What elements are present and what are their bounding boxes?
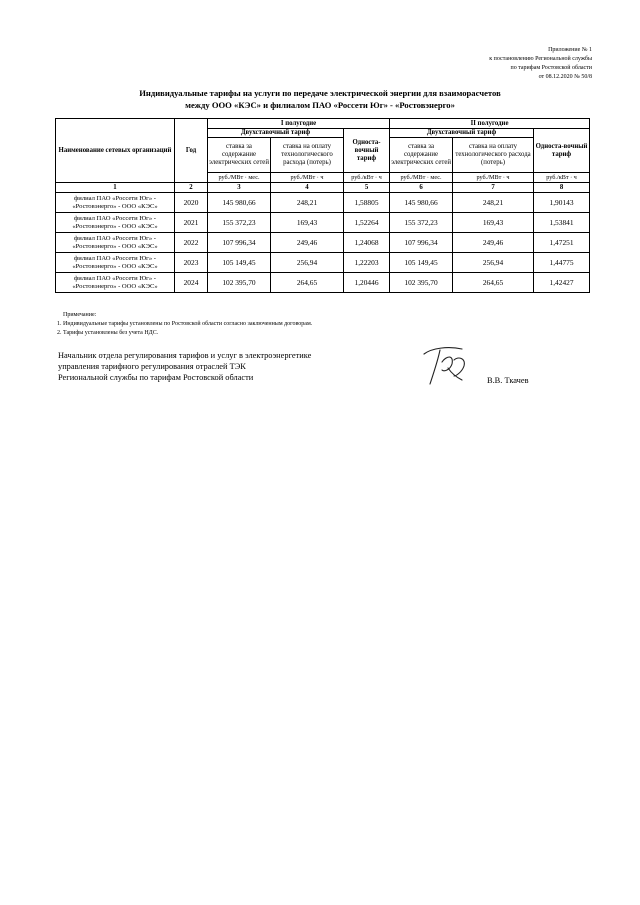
- org-line: филиал ПАО «Россети Юг» -: [74, 254, 156, 262]
- org-line: «Ростовэнерго» - ООО «КЭС»: [72, 262, 158, 270]
- year-cell: 2021: [175, 213, 208, 233]
- title-line-2: между ООО «КЭС» и филиалом ПАО «Россети Юг» - «Ростовэнерго»: [185, 100, 455, 110]
- table-row: [56, 233, 590, 253]
- handwritten-signature: [418, 340, 476, 390]
- unit-cell: руб./кВт · ч: [534, 173, 590, 183]
- header-loss-rate-2: ставка на оплату технологического расхода (потерь): [453, 138, 534, 173]
- table-row: [56, 213, 590, 233]
- signatory-block: [58, 350, 311, 383]
- value-cell: 155 372,23: [208, 213, 271, 233]
- org-line: филиал ПАО «Россети Юг» -: [74, 234, 156, 242]
- org-line: филиал ПАО «Россети Юг» -: [74, 194, 156, 202]
- year-cell: 2023: [175, 253, 208, 273]
- value-cell: 1,20446: [344, 273, 390, 293]
- org-line: «Ростовэнерго» - ООО «КЭС»: [72, 242, 158, 250]
- appendix-line-1: Приложение № 1: [548, 47, 592, 53]
- organization-cell: [56, 273, 175, 293]
- value-cell: 107 996,34: [208, 233, 271, 253]
- note-item-2: 2. Тарифы установлены без учета НДС.: [57, 330, 159, 336]
- org-line: филиал ПАО «Россети Юг» -: [74, 274, 156, 282]
- value-cell: 1,42427: [534, 273, 590, 293]
- header-maintenance-rate-2: ставка за содержание электрических сетей: [390, 138, 453, 173]
- unit-cell: руб./МВт · мес.: [390, 173, 453, 183]
- org-line: «Ростовэнерго» - ООО «КЭС»: [72, 202, 158, 210]
- column-number: 7: [453, 183, 534, 193]
- column-number: 8: [534, 183, 590, 193]
- header-two-rate-1: Двухставочный тариф: [208, 129, 344, 138]
- table-row: [56, 273, 590, 293]
- signatory-line-2: управления тарифного регулирования отраслей ТЭК: [58, 362, 246, 371]
- value-cell: 169,43: [271, 213, 344, 233]
- value-cell: 169,43: [453, 213, 534, 233]
- value-cell: 105 149,45: [390, 253, 453, 273]
- note-item-1: 1. Индивидуальные тарифы установлены по Ростовской области согласно заключенным договорам.: [57, 321, 313, 327]
- value-cell: 1,24068: [344, 233, 390, 253]
- unit-cell: руб./МВт · мес.: [208, 173, 271, 183]
- value-cell: 249,46: [271, 233, 344, 253]
- signatory-name: В.В. Ткачев: [487, 376, 529, 385]
- year-cell: 2020: [175, 193, 208, 213]
- value-cell: 248,21: [453, 193, 534, 213]
- value-cell: 1,22203: [344, 253, 390, 273]
- value-cell: 105 149,45: [208, 253, 271, 273]
- value-cell: 155 372,23: [390, 213, 453, 233]
- year-cell: 2024: [175, 273, 208, 293]
- value-cell: 102 395,70: [390, 273, 453, 293]
- value-cell: 249,46: [453, 233, 534, 253]
- value-cell: 145 980,66: [208, 193, 271, 213]
- column-number: 6: [390, 183, 453, 193]
- tariff-table: [55, 118, 590, 293]
- value-cell: 145 980,66: [390, 193, 453, 213]
- value-cell: 256,94: [271, 253, 344, 273]
- table-row: [56, 193, 590, 213]
- signatory-line-1: Начальник отдела регулирования тарифов и услуг в электроэнергетике: [58, 351, 312, 360]
- unit-cell: руб./МВт · ч: [453, 173, 534, 183]
- column-number: 3: [208, 183, 271, 193]
- value-cell: 1,52264: [344, 213, 390, 233]
- notes-heading: Примечание:: [63, 312, 97, 318]
- value-cell: 264,65: [271, 273, 344, 293]
- org-line: «Ростовэнерго» - ООО «КЭС»: [72, 282, 158, 290]
- org-line: «Ростовэнерго» - ООО «КЭС»: [72, 222, 158, 230]
- appendix-header: [392, 46, 592, 82]
- organization-cell: [56, 213, 175, 233]
- value-cell: 256,94: [453, 253, 534, 273]
- header-maintenance-rate-1: ставка за содержание электрических сетей: [208, 138, 271, 173]
- organization-cell: [56, 193, 175, 213]
- table-row: [56, 253, 590, 273]
- value-cell: 248,21: [271, 193, 344, 213]
- header-half-2: II полугодие: [390, 119, 590, 129]
- header-loss-rate-1: ставка на оплату технологического расхода (потерь): [271, 138, 344, 173]
- title-line-1: Индивидуальные тарифы на услуги по передаче электрической энергии для взаиморасчетов: [139, 88, 501, 98]
- header-two-rate-2: Двухставочный тариф: [390, 129, 534, 138]
- appendix-line-3: по тарифам Ростовской области: [510, 65, 592, 71]
- appendix-line-2: к постановлению Региональной службы: [489, 56, 592, 62]
- header-year: Год: [175, 119, 208, 183]
- org-line: филиал ПАО «Россети Юг» -: [74, 214, 156, 222]
- header-one-rate-2: Односта-вочный тариф: [534, 129, 590, 173]
- organization-cell: [56, 253, 175, 273]
- value-cell: 107 996,34: [390, 233, 453, 253]
- value-cell: 102 395,70: [208, 273, 271, 293]
- value-cell: 1,90143: [534, 193, 590, 213]
- value-cell: 1,44775: [534, 253, 590, 273]
- value-cell: 1,58805: [344, 193, 390, 213]
- column-number: 4: [271, 183, 344, 193]
- document-title: [60, 87, 580, 111]
- column-number: 1: [56, 183, 175, 193]
- organization-cell: [56, 233, 175, 253]
- signatory-line-3: Региональной службы по тарифам Ростовской области: [58, 373, 254, 382]
- unit-cell: руб./кВт · ч: [344, 173, 390, 183]
- value-cell: 1,47251: [534, 233, 590, 253]
- column-number: 2: [175, 183, 208, 193]
- header-half-1: I полугодие: [208, 119, 390, 129]
- header-one-rate-1: Односта-вочный тариф: [344, 129, 390, 173]
- value-cell: 264,65: [453, 273, 534, 293]
- column-number: 5: [344, 183, 390, 193]
- appendix-line-4: от 08.12.2020 № 50/8: [538, 74, 592, 80]
- year-cell: 2022: [175, 233, 208, 253]
- value-cell: 1,53841: [534, 213, 590, 233]
- header-organization: Наименование сетевых организаций: [56, 119, 175, 183]
- notes: [57, 311, 312, 338]
- unit-cell: руб./МВт · ч: [271, 173, 344, 183]
